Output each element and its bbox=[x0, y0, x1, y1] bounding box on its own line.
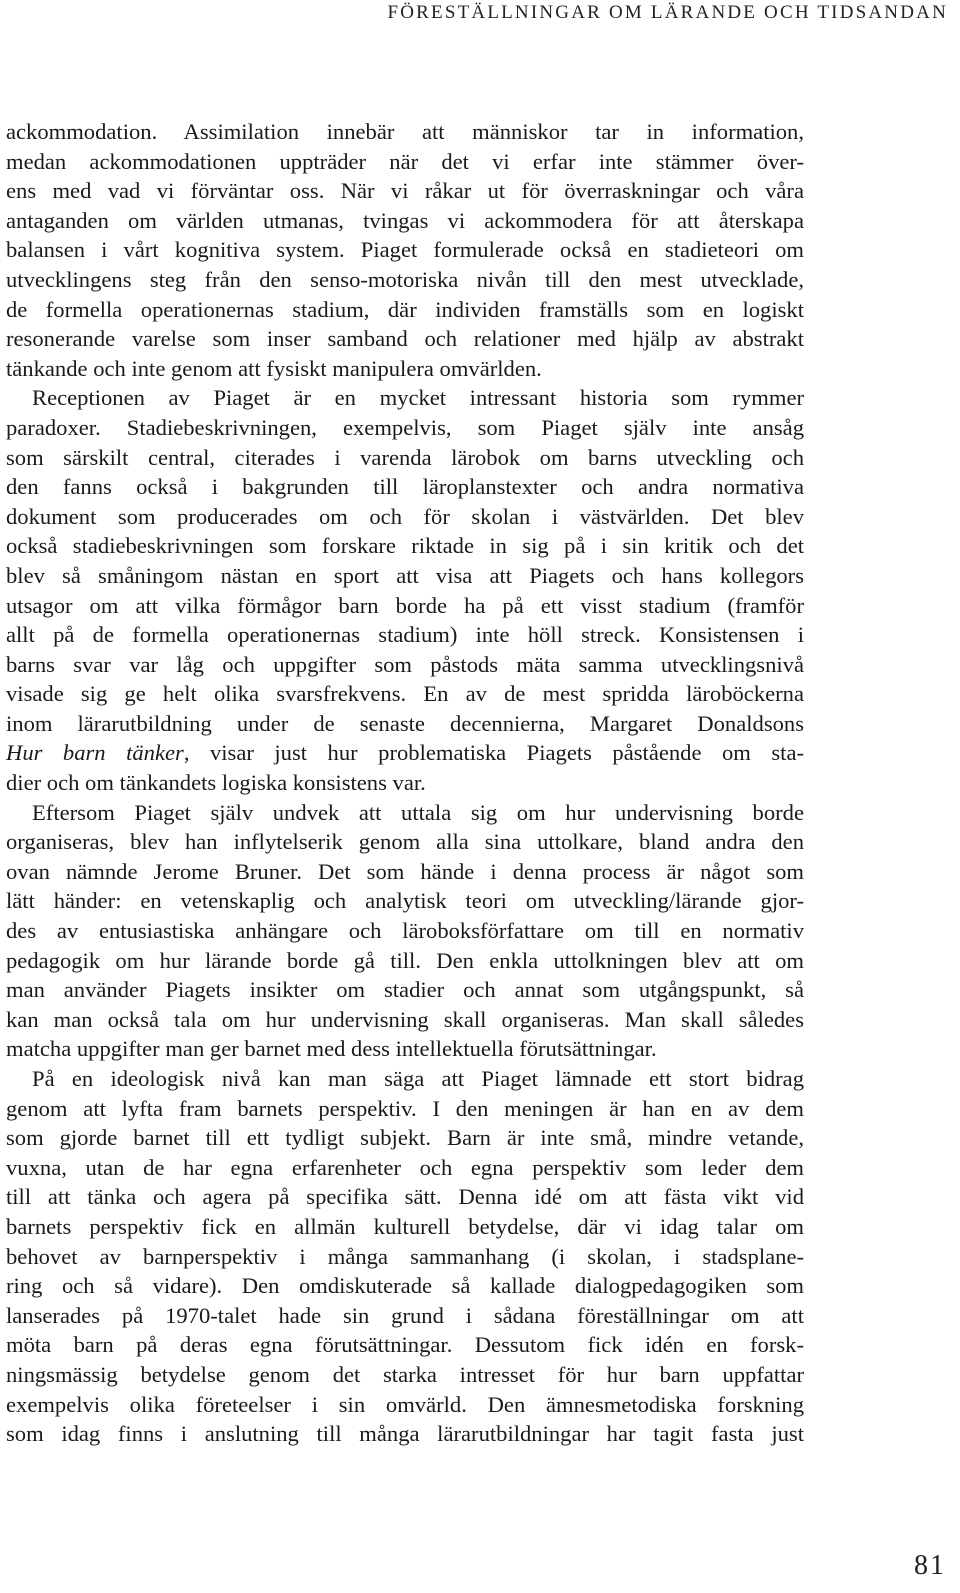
text-line: paradoxer. Stadiebeskrivningen, exempelvis, som Piaget själv inte ansåg bbox=[6, 414, 804, 440]
text-line: dokument som producerades om och för skolan i västvärlden. Det blev bbox=[6, 503, 804, 529]
text-line: ningsmässig betydelse genom det starka intresset för hur barn uppfattar bbox=[6, 1361, 804, 1387]
text-line: ovan nämnde Jerome Bruner. Det som hände i denna process är något som bbox=[6, 858, 804, 884]
text-line: visade sig ge helt olika svarsfrekvens. En av de mest spridda läroböckerna bbox=[6, 681, 804, 707]
text-line: exempelvis olika företeelser i sin omvärld. Den ämnesmetodiska forskning bbox=[6, 1391, 804, 1417]
body-text bbox=[6, 117, 804, 1449]
running-head: FÖRESTÄLLNINGAR OM LÄRANDE OCH TIDSANDAN bbox=[387, 2, 948, 23]
text-line: blev så småningom nästan en sport att visa att Piagets och hans kollegors bbox=[6, 562, 804, 588]
text-line: som gjorde barnet till ett tydligt subjekt. Barn är inte små, mindre vetande, bbox=[6, 1125, 804, 1151]
paragraph-first-line: Eftersom Piaget själv undvek att uttala sig om hur undervisning borde bbox=[32, 799, 804, 825]
text-line-rest: , visar just hur problematiska Piagets påstående om sta- bbox=[183, 740, 804, 766]
text-line: möta barn på deras egna förutsättningar. Dessutom fick idén en forsk- bbox=[6, 1332, 804, 1358]
text-line: medan ackommodationen uppträder när det vi erfar inte stämmer över- bbox=[6, 148, 804, 174]
text-line: till att tänka och agera på specifika sätt. Denna idé om att fästa vikt vid bbox=[6, 1184, 804, 1210]
text-line: inom lärarutbildning under de senaste decennierna, Margaret Donaldsons bbox=[6, 710, 804, 736]
text-line: des av entusiastiska anhängare och läroboksförfattare om till en normativ bbox=[6, 918, 804, 944]
text-line: balansen i vårt kognitiva system. Piaget formulerade också en stadieteori om bbox=[6, 237, 804, 263]
text-line: antaganden om världen utmanas, tvingas vi ackommodera för att återskapa bbox=[6, 207, 804, 233]
text-line: man använder Piagets insikter om stadier och annat som utgångspunkt, så bbox=[6, 977, 804, 1003]
text-line: dier och om tänkandets logiska konsistens var. bbox=[6, 770, 426, 796]
text-line: barnets perspektiv fick en allmän kulturell betydelse, där vi idag talar om bbox=[6, 1213, 804, 1239]
paragraph-first-line: Receptionen av Piaget är en mycket intressant historia som rymmer bbox=[32, 385, 804, 411]
text-line: barns svar var låg och uppgifter som påstods mäta samma utvecklingsnivå bbox=[6, 651, 804, 677]
text-line: lanserades på 1970-talet hade sin grund i sådana föreställningar om att bbox=[6, 1302, 804, 1328]
paragraph-first-line: På en ideologisk nivå kan man säga att Piaget lämnade ett stort bidrag bbox=[32, 1066, 804, 1091]
text-line: ens med vad vi förväntar oss. När vi råkar ut för överraskningar och våra bbox=[6, 178, 804, 204]
text-line: organiseras, blev han inflytelserik genom alla sina uttolkare, bland andra den bbox=[6, 829, 804, 855]
text-line: utvecklingens steg från den senso-motoriska nivån till den mest utvecklade, bbox=[6, 266, 804, 292]
book-title: Hur barn tänker bbox=[6, 740, 184, 766]
text-line: ring och så vidare). Den omdiskuterade så kallade dialogpedagogiken som bbox=[6, 1273, 804, 1299]
text-line: resonerande varelse som inser samband och relationer med hjälp av abstrakt bbox=[6, 326, 804, 352]
text-line: utsagor om att vilka förmågor barn borde ha på ett visst stadium (framför bbox=[6, 592, 804, 618]
page-number: 81 bbox=[914, 1550, 946, 1581]
text-line: vuxna, utan de har egna erfarenheter och egna perspektiv som leder dem bbox=[6, 1154, 804, 1180]
text-line: behovet av barnperspektiv i många sammanhang (i skolan, i stadsplane- bbox=[6, 1243, 804, 1269]
text-line: som idag finns i anslutning till många lärarutbildningar har tagit fasta just bbox=[6, 1421, 804, 1447]
text-line: den fanns också i bakgrunden till läroplanstexter och andra normativa bbox=[6, 474, 804, 500]
text-line-with-book-title bbox=[6, 738, 804, 768]
text-line: kan man också tala om hur undervisning skall organiseras. Man skall således bbox=[6, 1006, 804, 1032]
text-line: matcha uppgifter man ger barnet med dess intellektuella förutsättningar. bbox=[6, 1036, 657, 1062]
text-line: de formella operationernas stadium, där individen framställs som en logiskt bbox=[6, 296, 804, 322]
text-line: pedagogik om hur lärande borde gå till. Den enkla uttolkningen blev att om bbox=[6, 947, 804, 973]
text-line: lätt händer: en vetenskaplig och analytisk teori om utveckling/lärande gjor- bbox=[6, 888, 804, 914]
text-line: allt på de formella operationernas stadium) inte höll streck. Konsistensen i bbox=[6, 622, 804, 648]
text-line: tänkande och inte genom att fysiskt manipulera omvärlden. bbox=[6, 355, 542, 381]
text-line: genom att lyfta fram barnets perspektiv. I den meningen är han en av dem bbox=[6, 1095, 804, 1121]
text-line: ackommodation. Assimilation innebär att människor tar in information, bbox=[6, 119, 804, 144]
text-line: också stadiebeskrivningen som forskare riktade in sig på i sin kritik och det bbox=[6, 533, 804, 559]
text-line: som särskilt central, citerades i varenda lärobok om barns utveckling och bbox=[6, 444, 804, 470]
